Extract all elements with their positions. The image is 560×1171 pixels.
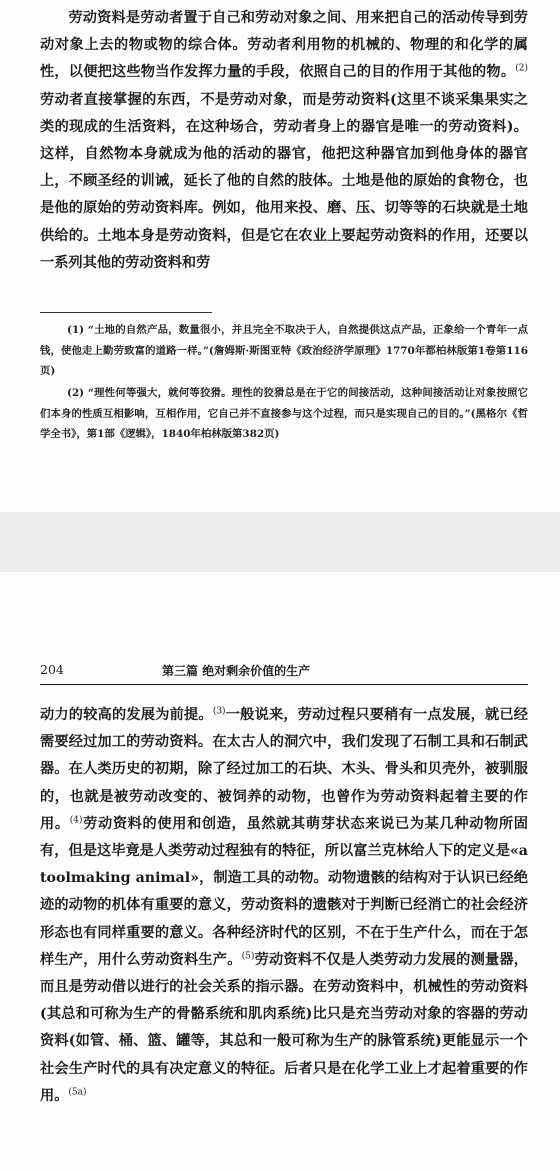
running-header (40, 662, 528, 685)
body-paragraph (40, 702, 528, 1110)
footnote-2: (2) “理性何等强大，就何等狡猾。理性的狡猾总是在于它的间接活动，这种间接活动让对象按照它们本身的性质互相影响，互相作用，它自己并不直接参与这个过程，而只是实现自己的目的。”(黑格尔《哲学全书》，第1部《逻辑》，1840年柏林版第382页) (40, 387, 528, 440)
paragraph-text: 动力的较高的发展为前提。 (40, 707, 213, 723)
paragraph-text: 劳动者直接掌握的东西，不是劳动对象，而是劳动资料(这里不谈采集果实之类的现成的生活资料，在这种场合，劳动者身上的器官是唯一的劳动资料)。这样，自然物本身就成为他的活动的器官，他把这种器官加到他身体的器官上，不顾圣经的训诫，延长了他的自然的肢体。土地是他的原始的食物仓，也是他的原始的劳动资料库。例如，他用来投、磨、压、切等等的石块就是土地供给的。土地本身是劳动资料，但是它在农业上要起劳动资料的作用，还要以一系列其他的劳动资料和劳 (40, 91, 528, 271)
footnote-reference[interactable]: (4) (69, 815, 83, 826)
page-gap (0, 512, 560, 572)
footnote-reference[interactable]: (5a) (68, 1087, 87, 1098)
paragraph-text: 劳动资料不仅是人类劳动力发展的测量器，而且是劳动借以进行的社会关系的指示器。在劳动资料中，机械性的劳动资料(其总和可称为生产的骨骼系统和肌肉系统)比只是充当劳动对象的容器的劳动资料(如管、桶、篮、罐等，其总和一般可称为生产的脉管系统)更能显示一个社会生产时代的具有决定意义的特征。后者只是在化学工业上才起着重要的作用。 (40, 951, 528, 1104)
footnote-reference[interactable]: (2) (515, 63, 528, 74)
footnote-1: (1) “土地的自然产品，数量很小，并且完全不取决于人，自然提供这点产品，正象给一个青年一点钱，使他走上勤劳致富的道路一样。”(詹姆斯·斯图亚特《政治经济学原理》1770年都柏林版第1卷第116页) (40, 324, 528, 377)
page-bottom (0, 572, 560, 1171)
footnote-divider (40, 312, 212, 313)
paragraph-text: 劳动资料的使用和创造，虽然就其萌芽状态来说已为某几种动物所固有，但是这毕竟是人类劳动过程独有的特征，所以富兰克林给人下的定义是«a toolmaking animal»，制造工具的动物。动物遗骸的结构对于认识已经绝迹的动物的机体有重要的意义，劳动资料的遗骸对于判断已经消亡的社会经济形态也有同样重要的意义。各种经济时代的区别，不在于生产什么，而在于怎样生产，用什么劳动资料生产。 (40, 815, 528, 968)
paragraph-text: 劳动资料是劳动者置于自己和劳动对象之间、用来把自己的活动传导到劳动对象上去的物或物的综合体。劳动者利用物的机械的、物理的和化学的属性，以便把这些物当作发挥力量的手段，依照自己的目的作用于其他的物。 (40, 10, 528, 81)
body-paragraph (40, 5, 528, 277)
footnote-reference[interactable]: (3) (212, 706, 226, 717)
page-top (0, 0, 560, 512)
running-title: 第三篇 绝对剩余价值的生产 (162, 664, 311, 678)
page-number: 204 (40, 662, 64, 677)
footnote-reference[interactable]: (5) (241, 951, 255, 962)
paragraph-text: 一般说来，劳动过程只要稍有一点发展，就已经需要经过加工的劳动资料。在太古人的洞穴中，我们发现了石制工具和石制武器。在人类历史的初期，除了经过加工的石块、木头、骨头和贝壳外，被驯服的，也就是被劳动改变的、被饲养的动物，也曾作为劳动资料起着主要的作用。 (40, 707, 528, 832)
